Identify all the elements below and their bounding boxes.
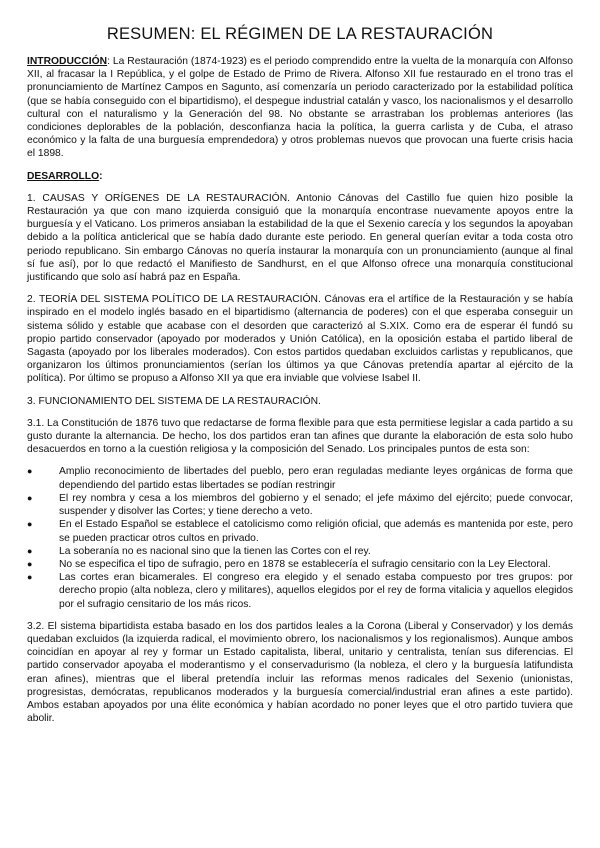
list-item-text: Las cortes eran bicamerales. El congreso era elegido y el senado estaba compuesto por tres grupos: por derecho propio (alta nobleza, clero y militares), aquellos elegidos por el rey de forma vitalicia y aquellos elegidos por el sufragio censitario de los más ricos. bbox=[59, 572, 573, 610]
list-item-text: La soberanía no es nacional sino que la tienen las Cortes con el rey. bbox=[59, 545, 371, 557]
bullet-icon: ● bbox=[27, 572, 33, 583]
list-item-text: El rey nombra y cesa a los miembros del gobierno y el senado; el jefe máximo del ejército; puede convocar, suspender y disolver las Cortes; y tiene derecho a veto. bbox=[59, 492, 573, 518]
bullet-icon: ● bbox=[27, 545, 33, 556]
section-2-paragraph: 2. TEORÍA DEL SISTEMA POLÍTICO DE LA RESTAURACIÓN. Cánovas era el artífice de la Restauración y se había inspirado en el modelo inglés basado en el bipartidismo (alternancia de poderes) con el que esperaba conseguir un sistema sólido y estable que acabase con el desorden que caracterizó al S.XIX. Como era de esperar él fundó su propio partido conservador (apoyado por moderados y Unión Católica), en la oposición estaba el partido liberal de Sagasta (apoyado por los liberales moderados). Con estos partidos quedaban excluidos carlistas y republicanos, que organizaron los últimos pronunciamientos (serían los últimos ya que Cánovas pretendía apartar al ejército de la política). Por último se propuso a Alfonso XII ya que era inviable que volviese Isabel II. bbox=[27, 294, 573, 385]
section-3-heading: 3. FUNCIONAMIENTO DEL SISTEMA DE LA RESTAURACIÓN. bbox=[27, 395, 321, 407]
list-item bbox=[27, 492, 573, 518]
section-3-2-paragraph: 3.2. El sistema bipartidista estaba basado en los dos partidos leales a la Corona (Liberal y Conservador) y los demás quedaban excluidos (la izquierda radical, el movimiento obrero, los nacionalismos y los regionalismos). Aunque ambos coincidían en apoyar al rey y formar un Estado capitalista, liberal, unitario y centralista, tenían sus diferencias. El partido conservador apoyaba el moderantismo y el conservadurismo (la nobleza, el clero y la burguesía latifundista eran afines), mientras que el liberal pretendía incluir las reformas menos radicales del Sexenio (unionistas, progresistas, demócratas, republicanos moderados y la burguesía comercial/industrial eran afines a este partido). Ambos estaban apoyados por una élite económica y habían acordado no poner leyes que el otro partido tuviera que abolir. bbox=[27, 620, 573, 725]
desarrollo-heading bbox=[27, 170, 573, 183]
desarrollo-label: DESARROLLO bbox=[27, 170, 100, 182]
bullet-icon: ● bbox=[27, 466, 33, 477]
list-item-text: No se especifica el tipo de sufragio, pero en 1878 se establecería el sufragio censitario con la Ley Electoral. bbox=[59, 558, 551, 570]
section-1-paragraph: 1. CAUSAS Y ORÍGENES DE LA RESTAURACIÓN. Antonio Cánovas del Castillo fue quien hizo posible la Restauración ya que con mano izquierda consiguió que la monarquía encontrase nuevamente apoyos entre la burguesía y el Vaticano. Los primeros ansiaban la estabilidad de la que el Sexenio carecía y los segundos la apoyaban debido a la política anticlerical que se había dado durante este periodo. En general querían evitar a toda costa otro periodo republicano. Sin embargo Cánovas no quería instaurar la monarquía con un pronunciamiento (aunque al final sí fue así), por lo que redactó el Manifiesto de Sandhurst, en el que Alfonso ofrece una monarquía constitucional justificando que solo así habrá paz en España. bbox=[27, 192, 573, 284]
desarrollo-colon: : bbox=[99, 170, 103, 182]
constitution-points-list bbox=[27, 465, 573, 610]
section-3-1-paragraph: 3.1. La Constitución de 1876 tuvo que redactarse de forma flexible para que esta permitiese legislar a cada partido a su gusto durante la alternancia. De hecho, los dos partidos eran tan afines que durante la elaboración de esta solo hubo desacuerdos en torno a la cuestión religiosa y la composición del Senado. Los principales puntos de esta son: bbox=[27, 417, 573, 456]
document-page bbox=[27, 24, 573, 725]
page-title: RESUMEN: EL RÉGIMEN DE LA RESTAURACIÓN bbox=[106, 25, 494, 43]
list-item bbox=[27, 545, 573, 558]
list-item bbox=[27, 465, 573, 491]
bullet-icon: ● bbox=[27, 519, 33, 530]
list-item bbox=[27, 571, 573, 611]
intro-label: INTRODUCCIÓN bbox=[27, 56, 108, 67]
list-item-text: Amplio reconocimiento de libertades del pueblo, pero eran reguladas mediante leyes orgánicas de forma que dependiendo del partido estas libertades se podían restringir bbox=[59, 466, 573, 491]
list-item bbox=[27, 518, 573, 544]
bullet-icon: ● bbox=[27, 492, 33, 503]
intro-paragraph bbox=[27, 55, 573, 161]
list-item-text: En el Estado Español se establece el catolicismo como religión oficial, que además es mantenida por este, pero se pueden practicar otros cultos en privado. bbox=[59, 519, 573, 544]
intro-text: : La Restauración (1874-1923) es el periodo comprendido entre la vuelta de la monarquía con Alfonso XII, al fracasar la I República, y el golpe de Estado de Primo de Rivera. Alfonso XII fue restaurado en el trono tras el pronunciamiento de Martínez Campos en Sagunto, así comenzaría un periodo caracterizado por la estabilidad política (que se había conseguido con el bipartidismo), el despegue industrial catalán y vasco, los nacionalismos y el desarrollo cultural con el naturalismo y la Generación del 98. No obstante se arrastraban los problemas anteriores (las condiciones deplorables de la población, desconfianza hacia la política, la guerra carlista y de Cuba, el atraso económico y la falta de una burguesía emprendedora) y otros problemas nuevos que provocan una fuerte crisis hacia el 1898. bbox=[27, 56, 573, 160]
list-item bbox=[27, 558, 573, 571]
bullet-icon: ● bbox=[27, 558, 33, 569]
